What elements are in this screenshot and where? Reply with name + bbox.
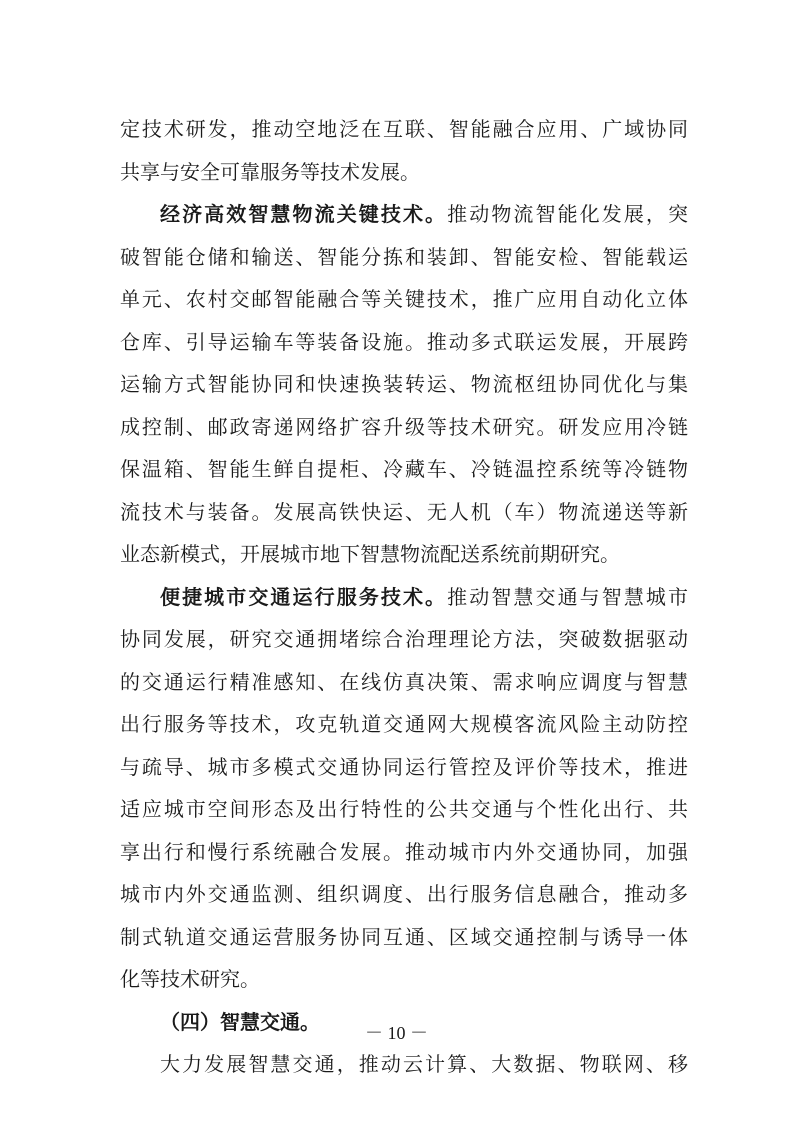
page-number: － 10 － (365, 1023, 428, 1043)
paragraph-line: 破智能仓储和输送、智能分拣和装卸、智能安检、智能载运 (120, 244, 688, 269)
paragraph-line: 流技术与装备。发展高铁快运、无人机（车）物流递送等新 (120, 499, 688, 524)
paragraph-line: 成控制、邮政寄递网络扩容升级等技术研究。研发应用冷链 (120, 414, 688, 439)
paragraph-line: 化等技术研究。 (120, 967, 260, 991)
paragraph-line: 适应城市空间形态及出行特性的公共交通与个性化出行、共 (120, 797, 688, 821)
paragraph-text: 推动物流智能化发展，突 (447, 202, 688, 226)
paragraph-line: 协同发展，研究交通拥堵综合治理理论方法，突破数据驱动 (120, 627, 688, 651)
paragraph-line: 仓库、引导运输车等装备设施。推动多式联运发展，开展跨 (120, 329, 688, 354)
paragraph-line: 城市内外交通监测、组织调度、出行服务信息融合，推动多 (120, 882, 688, 906)
paragraph-line: 与疏导、城市多模式交通协同运行管控及评价等技术，推进 (120, 754, 688, 779)
paragraph-line (120, 193, 688, 236)
paragraph-line: 共享与安全可靠服务等技术发展。 (120, 159, 420, 184)
paragraph-line: 运输方式智能协同和快速换装转运、物流枢纽协同优化与集 (120, 372, 688, 396)
paragraph-line: 享出行和慢行系统融合发展。推动城市内外交通协同，加强 (120, 839, 688, 864)
paragraph-line: 出行服务等技术，攻克轨道交通网大规模客流风险主动防控 (120, 712, 688, 736)
document-body (120, 108, 688, 1086)
paragraph-heading: 经济高效智慧物流关键技术。 (160, 202, 448, 226)
paragraph-heading: 便捷城市交通运行服务技术。 (160, 584, 448, 609)
paragraph-line: 业态新模式，开展城市地下智慧物流配送系统前期研究。 (120, 542, 620, 566)
paragraph-line: 大力发展智慧交通，推动云计算、大数据、物联网、移 (160, 1052, 688, 1076)
paragraph-text: 推动智慧交通与智慧城市 (447, 584, 688, 609)
paragraph-line: 的交通运行精准感知、在线仿真决策、需求响应调度与智慧 (120, 669, 688, 694)
paragraph-line (120, 576, 688, 619)
paragraph-line: 保温箱、智能生鲜自提柜、冷藏车、冷链温控系统等冷链物 (120, 457, 688, 481)
paragraph-line: 单元、农村交邮智能融合等关键技术，推广应用自动化立体 (120, 287, 688, 311)
paragraph-line: 制式轨道交通运营服务协同互通、区域交通控制与诱导一体 (120, 924, 688, 949)
section-heading: （四）智慧交通。 (160, 1009, 320, 1034)
paragraph-line: 定技术研发，推动空地泛在互联、智能融合应用、广域协同 (120, 117, 688, 141)
